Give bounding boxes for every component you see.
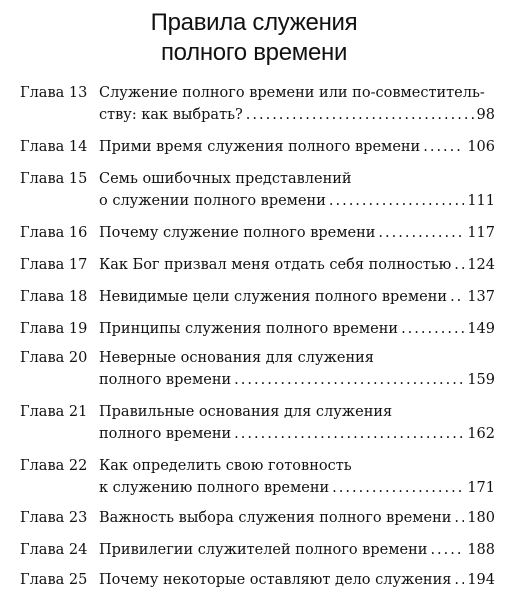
page-number: 188 [467, 542, 495, 558]
chapter-title-block [99, 286, 495, 308]
chapter-number: Глава 15 [20, 171, 88, 187]
chapter-title-block [99, 82, 495, 126]
chapter-title-text: Неверные основания для служения [99, 350, 374, 366]
chapter-title-block [99, 455, 495, 499]
chapter-title-line [99, 104, 495, 126]
chapter-title-block [99, 347, 495, 391]
chapter-title-line [99, 286, 495, 308]
chapter-title-block [99, 254, 495, 276]
chapter-title-line [99, 347, 495, 369]
chapter-number: Глава 20 [20, 350, 88, 366]
chapter-title-text: к служению полного времени [99, 480, 330, 496]
chapter-title-block [99, 222, 495, 244]
dot-leader [234, 423, 464, 445]
page-number: 159 [467, 372, 495, 388]
chapter-title-text: Привилегии служителей полного времени [99, 542, 428, 558]
chapter-title-block [99, 539, 495, 561]
chapter-title-line [99, 569, 495, 591]
chapter-number: Глава 24 [20, 542, 88, 558]
chapter-title-line [99, 222, 495, 244]
chapter-title-line [99, 82, 495, 104]
chapter-number: Глава 21 [20, 404, 88, 420]
chapter-title-block [99, 136, 495, 158]
chapter-title-line [99, 423, 495, 445]
chapter-title-text: Служение полного времени или по-совместитель- [99, 85, 485, 101]
page-number: 171 [467, 480, 495, 496]
page-number: 124 [467, 257, 495, 273]
page-number: 111 [467, 193, 495, 209]
chapter-title-text: Почему некоторые оставляют дело служения [99, 572, 452, 588]
chapter-number: Глава 16 [20, 225, 88, 241]
chapter-number: Глава 14 [20, 139, 88, 155]
dot-leader [246, 104, 474, 126]
chapter-title-line [99, 168, 495, 190]
page-number: 180 [467, 510, 495, 526]
dot-leader [450, 286, 464, 308]
chapter-number: Глава 22 [20, 458, 88, 474]
dot-leader [423, 136, 464, 158]
chapter-title-text: Семь ошибочных представлений [99, 171, 352, 187]
chapter-title-text: Как Бог призвал меня отдать себя полностью [99, 257, 452, 273]
title-line-2: полного времени [160, 39, 348, 66]
dot-leader [329, 190, 464, 212]
chapter-title-line [99, 539, 495, 561]
chapter-title-text: Важность выбора служения полного времени [99, 510, 452, 526]
chapter-number: Глава 13 [20, 85, 88, 101]
chapter-title-block [99, 318, 495, 340]
chapter-title-line [99, 401, 495, 423]
chapter-title-line [99, 455, 495, 477]
chapter-title-line [99, 369, 495, 391]
chapter-title-line [99, 254, 495, 276]
chapter-title-line [99, 507, 495, 529]
chapter-number: Глава 19 [20, 321, 88, 337]
page-number: 117 [467, 225, 495, 241]
chapter-title-line [99, 190, 495, 212]
chapter-title-line [99, 318, 495, 340]
page-number: 162 [467, 426, 495, 442]
page-number: 137 [467, 289, 495, 305]
title-line-1: Правила служения [150, 9, 358, 36]
dot-leader [430, 539, 464, 561]
chapter-number: Глава 23 [20, 510, 88, 526]
chapter-title-line [99, 477, 495, 499]
chapter-title-text: полного времени [99, 372, 232, 388]
chapter-title-text: Почему служение полного времени [99, 225, 376, 241]
dot-leader [454, 569, 464, 591]
chapter-title-text: Принципы служения полного времени [99, 321, 399, 337]
chapter-title-text: полного времени [99, 426, 232, 442]
page-number: 194 [467, 572, 495, 588]
chapter-title-text: ству: как выбрать? [99, 107, 243, 123]
chapter-number: Глава 18 [20, 289, 88, 305]
dot-leader [234, 369, 464, 391]
page-number: 98 [476, 107, 495, 123]
chapter-title-block [99, 507, 495, 529]
chapter-title-line [99, 136, 495, 158]
chapter-title-text: Правильные основания для служения [99, 404, 393, 420]
chapter-title-block [99, 401, 495, 445]
dot-leader [454, 507, 464, 529]
chapter-number: Глава 17 [20, 257, 88, 273]
dot-leader [378, 222, 464, 244]
chapter-title-text: Невидимые цели служения полного времени [99, 289, 448, 305]
page-number: 149 [467, 321, 495, 337]
dot-leader [332, 477, 464, 499]
chapter-title-block [99, 569, 495, 591]
dot-leader [454, 254, 464, 276]
page-number: 106 [467, 139, 495, 155]
chapter-title-text: о служении полного времени [99, 193, 326, 209]
dot-leader [401, 318, 464, 340]
chapter-title-text: Как определить свою готовность [99, 458, 352, 474]
chapter-title-block [99, 168, 495, 212]
chapter-title-text: Прими время служения полного времени [99, 139, 421, 155]
chapter-number: Глава 25 [20, 572, 88, 588]
